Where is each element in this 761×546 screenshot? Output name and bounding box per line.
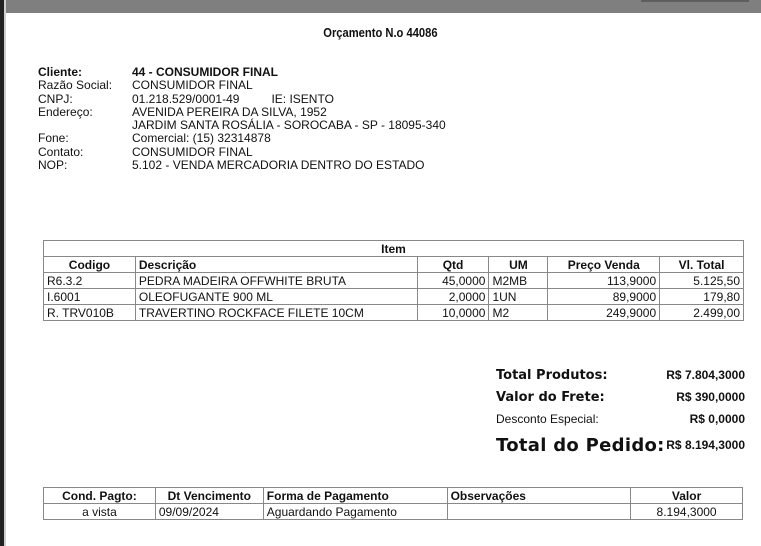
window-left-edge [4, 0, 6, 546]
cnpj-row [38, 93, 446, 106]
col-header-total: Vl. Total [660, 257, 744, 273]
client-row [38, 66, 446, 79]
valor-frete-row [496, 386, 745, 408]
payment-vencimento: 09/09/2024 [155, 504, 263, 520]
item-descricao: OLEOFUGANTE 900 ML [135, 289, 417, 305]
item-total: 2.499,00 [660, 305, 744, 321]
toolbar-button[interactable] [641, 0, 749, 2]
desconto-value: R$ 0,0000 [689, 412, 745, 426]
item-um: M2MB [489, 273, 548, 289]
payment-cond: a vista [44, 504, 156, 520]
contato-label: Contato: [38, 144, 84, 159]
table-row [44, 504, 743, 520]
item-codigo: R6.3.2 [44, 273, 136, 289]
payment-header-row [44, 488, 743, 504]
table-row [44, 305, 744, 321]
razao-value: CONSUMIDOR FINAL [132, 78, 253, 93]
endereco-row-2 [38, 119, 446, 132]
client-label: Cliente: [38, 65, 83, 79]
ie-value: IE: ISENTO [271, 91, 334, 106]
nop-row [38, 159, 446, 172]
col-header-um: UM [489, 257, 548, 273]
endereco-label: Endereço: [38, 104, 93, 119]
window-top-bar [0, 0, 761, 13]
total-pedido-label: Total do Pedido: [496, 434, 665, 456]
payment-observacoes [447, 504, 631, 520]
item-codigo: R. TRV010B [44, 305, 136, 321]
total-produtos-value: R$ 7.804,3000 [666, 368, 745, 382]
fone-value: Comercial: (15) 32314878 [132, 131, 271, 146]
col-header-preco: Preço Venda [548, 257, 660, 273]
nop-label: NOP: [38, 158, 68, 173]
table-row [44, 289, 744, 305]
item-preco: 249,9000 [548, 305, 660, 321]
razao-row [38, 79, 446, 92]
contato-value: CONSUMIDOR FINAL [132, 144, 253, 159]
items-table [43, 240, 744, 321]
fone-row [38, 132, 446, 145]
client-info [38, 66, 446, 172]
items-header-row [44, 257, 744, 273]
items-section-title: Item [44, 241, 744, 257]
razao-label: Razão Social: [38, 78, 113, 93]
item-um: 1UN [489, 289, 548, 305]
total-produtos-label: Total Produtos: [496, 367, 608, 383]
col-header-cond-pagto: Cond. Pagto: [44, 488, 156, 504]
col-header-qtd: Qtd [417, 257, 489, 273]
payment-valor: 8.194,3000 [631, 504, 743, 520]
cnpj-label: CNPJ: [38, 91, 73, 106]
item-descricao: TRAVERTINO ROCKFACE FILETE 10CM [135, 305, 417, 321]
item-total: 5.125,50 [660, 273, 744, 289]
item-codigo: I.6001 [44, 289, 136, 305]
payment-forma: Aguardando Pagamento [263, 504, 447, 520]
endereco-line1: AVENIDA PEREIRA DA SILVA, 1952 [132, 104, 327, 119]
cnpj-value: 01.218.529/0001-49 [132, 91, 240, 106]
item-um: M2 [489, 305, 548, 321]
item-qtd: 2,0000 [417, 289, 489, 305]
valor-frete-label: Valor do Frete: [496, 389, 605, 405]
col-header-dt-vencimento: Dt Vencimento [155, 488, 263, 504]
nop-value: 5.102 - VENDA MERCADORIA DENTRO DO ESTADO [132, 158, 425, 173]
item-preco: 89,9000 [548, 289, 660, 305]
client-value: 44 - CONSUMIDOR FINAL [132, 65, 279, 79]
valor-frete-value: R$ 390,0000 [676, 390, 745, 404]
table-row [44, 273, 744, 289]
col-header-descricao: Descrição [135, 257, 417, 273]
col-header-valor: Valor [631, 488, 743, 504]
item-preco: 113,9000 [548, 273, 660, 289]
endereco-line2: JARDIM SANTA ROSÁLIA - SOROCABA - SP - 18095-340 [132, 118, 446, 133]
item-qtd: 45,0000 [417, 273, 489, 289]
item-total: 179,80 [660, 289, 744, 305]
col-header-codigo: Codigo [44, 257, 136, 273]
total-pedido-row [496, 432, 745, 458]
fone-label: Fone: [38, 131, 69, 146]
total-pedido-value: R$ 8.194,3000 [666, 438, 745, 452]
col-header-observacoes: Observações [447, 488, 631, 504]
document-title: Orçamento N.o 44086 [323, 25, 438, 40]
item-qtd: 10,0000 [417, 305, 489, 321]
item-descricao: PEDRA MADEIRA OFFWHITE BRUTA [135, 273, 417, 289]
items-section-header [44, 241, 744, 257]
desconto-label: Desconto Especial: [496, 412, 599, 426]
col-header-forma-pagamento: Forma de Pagamento [263, 488, 447, 504]
totals-block [496, 364, 745, 458]
desconto-row [496, 408, 745, 430]
contato-row [38, 146, 446, 159]
total-produtos-row [496, 364, 745, 386]
payment-table [43, 487, 743, 520]
